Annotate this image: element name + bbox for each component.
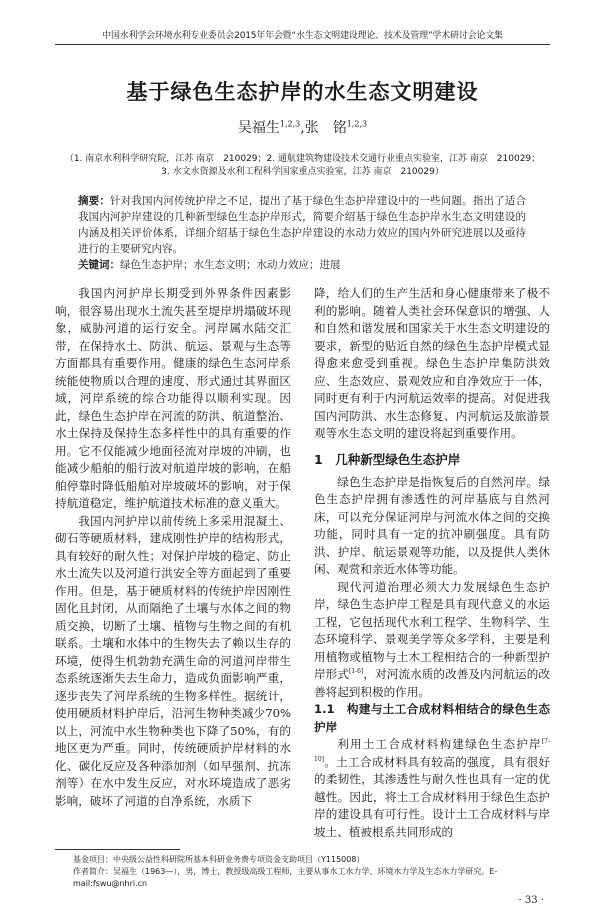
paragraph-text: 。土工合成材料具有较高的强度，具有很好的柔韧性，其渗透性与耐久性也具有一定的优越性。因此，将土工合成材料用于绿色生态护岸的建设具有可行性。设计土工合成材料与岸坡土、植被根系共同形成的 [314, 754, 550, 839]
keywords-text: 绿色生态护岸；水生态文明；水动力效应；进展 [120, 259, 341, 271]
author-name: 吴福生 [237, 120, 280, 136]
running-head: 中国水利学会环境水利专业委员会2015年年会暨“水生态文明建设理论、技术及管理”学术研讨会论文集 [102, 31, 503, 41]
subsection-heading: 1.1 构建与土工合成材料相结合的绿色生态护岸 [314, 702, 550, 734]
body-paragraph: 降，给人们的生产生活和身心健康带来了极不利的影响。随着人类社会环保意识的增强、人和自然和谐发展和国家关于水生态文明建设的要求，新型的贴近自然的绿色生态护岸模式显得愈来愈受到重视。绿色生态护岸集防洪效应、生态效应、景观效应和自净效应于一体，同时更有利于内河航运效率的提高。对促进我国内河防洪、水生态修复、内河航运及旅游景观等水生态文明的建设将起到重要作用。 [314, 286, 550, 440]
footnote-author-bio: 作者简介：吴福生（1963—），男，博士，教授级高级工程师，主要从事水工水力学、环境水力学及生态水力学研究。E-mail:fswu@nhri.cn [73, 867, 498, 888]
header-rule [55, 44, 550, 45]
body-column-left [55, 285, 291, 841]
author-affiliation-marker: 1,2,3 [346, 119, 368, 129]
affiliations [55, 153, 550, 179]
affiliation-line: 3. 水文水资源及水利工程科学国家重点实验室，江苏 南京 210029） [161, 167, 444, 177]
body-columns [55, 285, 550, 841]
abstract-text: 针对我国内河传统护岸之不足，提出了基于绿色生态护岸建设中的一些问题。指出了适合我国内河护岸建设的几种新型绿色生态护岸形式，简要介绍基于绿色生态护岸水生态文明建设的内涵及相关评价体系，详细介绍基于绿色生态护岸建设的水动力效应的国内外研究进展以及亟待进行的主要研究内容。 [78, 195, 527, 255]
body-paragraph [314, 579, 550, 702]
paragraph-text: ，对河流水质的改善及内河航运的改善将起到积极的作用。 [314, 667, 550, 699]
footnotes [55, 854, 550, 890]
paper-title: 基于绿色生态护岸的水生态文明建设 [126, 80, 479, 104]
body-paragraph: 绿色生态护岸是指恢复后的自然河岸。绿色生态护岸拥有渗透性的河岸基底与自然河床，可以充分保证河岸与河流水体之间的交换功能，同时具有一定的抗冲刷强度。具有防洪、护岸、航运景观等功能，以及提供人类休闲、观赏和亲近水体等功能。 [314, 474, 550, 576]
body-paragraph: 我国内河护岸长期受到外界条件因素影响，很容易出现水土流失甚至堤岸坍塌破坏现象，威胁河道的运行安全。河岸属水陆交汇带，在保持水土、防洪、航运、景观与生态等方面都具有重要作用。健康的绿色生态河岸系统能使物质以合理的速度、形式通过其界面区域，河岸系统的综合功能得以顺利实现。因此，绿色生态护岸在河流的防洪、航道整治、水土保持及保持生态多样性中的具有重要的作用。它不仅能减少地面径流对岸坡的冲刷，也能减少船舶的船行波对航道岸坡的影响，在船舶停靠时降低船舶对岸坡破坏的影响，对于保持航道稳定，维护航道技术标准的意义重大。 [55, 286, 291, 510]
keywords-label: 关键词： [78, 259, 120, 271]
paragraph-text: 利用土工合成材料构建绿色生态护岸 [337, 737, 542, 751]
author-affiliation-marker: 1,2,3 [279, 119, 301, 129]
paragraph-text: 现代河道治理必须大力发展绿色生态护岸，绿色生态护岸工程是具有现代意义的水运工程，它包括现代水利工程学、生物科学、生态环境科学、景观美学等众多学科，主要是利用植物或植物与土木工程相结合的一种新型护岸形式 [314, 579, 550, 681]
author-name: 张 铭 [304, 120, 347, 136]
footnote-fund: 基金项目：中央级公益性科研院所基本科研业务费专项资金支助项目（Y115008） [73, 855, 365, 864]
abstract-block [78, 193, 526, 257]
footnote-rule [55, 849, 180, 850]
citation: [7-10] [314, 738, 550, 763]
citation: [1-6] [349, 668, 364, 676]
author-separator: , [300, 120, 305, 136]
body-column-right [314, 285, 550, 841]
body-paragraph [314, 736, 550, 841]
keywords-block [78, 257, 526, 273]
affiliation-line: （1. 南京水利科学研究院，江苏 南京 210029；2. 通航建筑物建设技术交通行业重点实验室，江苏 南京 210029； [64, 154, 541, 164]
abstract [78, 193, 526, 273]
body-paragraph: 我国内河护岸以前传统上多采用混凝土、砌石等硬质材料，建成刚性护岸的结构形式，具有较好的耐久性；对保护岸坡的稳定、防止水土流失以及河道行洪安全等方面起到了重要作用。但是，基于硬质材料的传统护岸因刚性固化且封闭，从而隔绝了土壤与水体之间的物质交换，切断了土壤、植物与生物之间的有机联系。土壤和水体中的生物失去了赖以生存的环境，使得生机勃勃充满生命的河道河岸带生态系统逐渐失去生命力，造成负面影响严重，逐步丧失了河岸系统的生物多样性。据统计，使用硬质材料护岸后，沿河生物种类减少70%以上，河流中水生物种类也下降了50%，有的地区更为严重。同时，传统硬质护岸材料的水化、碳化反应及各种添加剂（如早强剂、抗冻剂等）在水中发生反应，对水环境造成了恶劣影响，破坏了河道的自净系统，水质下 [55, 513, 291, 808]
section-heading: 1 几种新型绿色生态护岸 [314, 451, 461, 467]
page-number: · 33 · [518, 895, 544, 906]
author-list [55, 119, 550, 137]
abstract-label: 摘要： [78, 195, 111, 207]
